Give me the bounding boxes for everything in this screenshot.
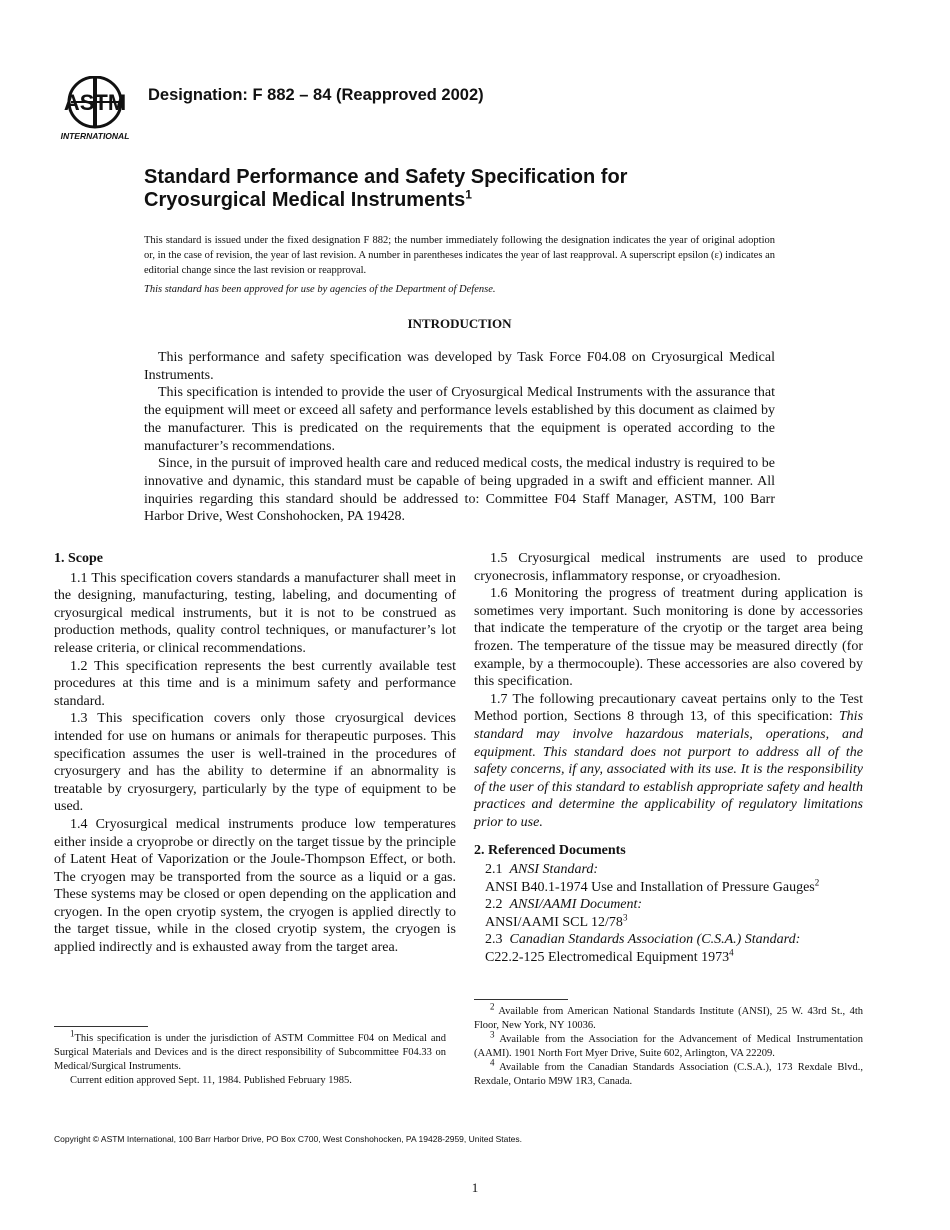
clause-1-2: 1.2 This specification represents the best currently available test procedures at this time and is a minimum safety and performance standard. [54, 658, 456, 709]
ref-2-1: 2.1 ANSI Standard: [485, 862, 599, 878]
clause-1-3: 1.3 This specification covers only those cryosurgical devices intended for use on humans or animals for therapeutic purposes. This specification assumes the user is well-trained in the procedures of cryosurgery and has the ability to determine if an abnormality is treatable by cryosurgery, particularly by the type of equipment to be used. [54, 711, 456, 815]
title-line-1: Standard Performance and Safety Specification for [144, 166, 628, 188]
approval-note: This standard has been approved for use by agencies of the Department of Defense. [144, 284, 496, 295]
introduction-body [144, 349, 775, 526]
footnote-current-edition: Current edition approved Sept. 11, 1984. Published February 1985. [70, 1075, 352, 1086]
astm-logo-icon [55, 76, 135, 142]
astm-logo [55, 76, 135, 142]
clause-1-1: 1.1 This specification covers standards a manufacturer shall meet in the designing, manufacturing, testing, labeling, and documenting of cryosurgical medical instruments, but it is not to be construed as production methods, quality control techniques, or manufacturer’s lot release criteria, or clinical recommendations. [54, 570, 456, 656]
issue-note: This standard is issued under the fixed designation F 882; the number immediately following the designation indicates the year of original adoption or, in the case of revision, the year of last revision. A number in parentheses indicates the year of last reapproval. A superscript epsilon (ε) indicates an editorial change since the last revision or reapproval. [144, 235, 775, 276]
clause-1-6: 1.6 Monitoring the progress of treatment during application is sometimes very important. Such monitoring is done by accessories that indicate the temperature of the cryotip or the target area being frozen. The temperature of the tissue may be measured directly (for example, by a thermocouple). These accessories are also covered by this specification. [474, 586, 863, 690]
copyright: Copyright © ASTM International, 100 Barr Harbor Drive, PO Box C700, West Conshohocken, PA 19428-2959, United States. [54, 1134, 523, 1144]
footnote-divider [54, 1026, 148, 1027]
ref-2-2: 2.2 ANSI/AAMI Document: [485, 897, 643, 913]
intro-paragraph: This specification is intended to provide the user of Cryosurgical Medical Instruments with the assurance that the equipment will meet or exceed all safety and performance levels established by this document as claimed by the manufacturer. This is predicated on the requirements that the equipment is operated according to the manufacturer’s recommendations. [144, 385, 775, 454]
introduction-heading: INTRODUCTION [407, 316, 512, 331]
left-column [54, 550, 456, 957]
caveat-text: This standard may involve hazardous materials, operations, and equipment. This standard does not purport to address all of the safety concerns, if any, associated with its use. It is the responsibility of the user of this standard to establish appropriate safety and health practices and determine the applicability of regulatory limitations prior to use. [474, 709, 864, 830]
clause-1-4: 1.4 Cryosurgical medical instruments produce low temperatures either inside a cryoprobe or directly on the target tissue by the principle of Latent Heat of Vaporization or the Joule-Thompson Effect, or both. The cryogen may be transported from the source as a liquid or a gas. These systems may be closed or open depending on the application and cryogen. In the open cryotip system, the cryogen is applied directly to the target tissue, while in the closed cryotip system, the cryogen is applied indirectly and is exhausted away from the target area. [54, 816, 456, 956]
clause-1-7: 1.7 The following precautionary caveat pertains only to the Test Method portion, Sections 8 through 13, of this specification: This standard may involve hazardous materials, operations, and equipment. This standard does not purport to address all of the safety concerns, if any, associated with its use. It is the responsibility of the user of this standard to establish appropriate safety and health practices and determine the applicability of regulatory limitations prior to use. [474, 691, 864, 830]
title-footnote-mark: 1 [465, 187, 472, 202]
footnote-4: $^4$ Available from the Canadian Standards Association (C.S.A.), 173 Rexdale Blvd., Rexdale, Ontario M9W 1R3, Canada. [474, 1057, 864, 1087]
footnote-1: $^1$This specification is under the jurisdiction of ASTM Committee F04 on Medical and Surgical Materials and Devices and is the direct responsibility of Subcommittee F04.33 on Medical/Surgical Instruments. [54, 1028, 446, 1072]
document-title [144, 166, 844, 212]
section-heading-scope: 1. Scope [54, 551, 103, 566]
right-column [474, 550, 863, 967]
footnotes-right [474, 999, 863, 1089]
ref-item: ANSI/AAMI SCL $12/78^3$ [485, 912, 628, 930]
title-line-2: Cryosurgical Medical Instruments$^1$ [144, 187, 472, 211]
intro-paragraph: Since, in the pursuit of improved health care and reduced medical costs, the medical industry is required to be innovative and dynamic, this standard must be capable of being upgraded in a swift and efficient manner. All inquiries regarding this standard should be addressed to: Committee F04 Staff Manager, ASTM, 100 Barr Harbor Drive, West Conshohocken, PA 19428. [144, 456, 775, 525]
designation: Designation: F 882 – 84 (Reapproved 2002) [148, 86, 484, 104]
ref-2-3: 2.3 Canadian Standards Association (C.S.A.) Standard: [485, 932, 801, 948]
svg-text:ASTM: ASTM [63, 90, 127, 115]
ref-item: ANSI B40.1-1974 Use and Installation of Pressure Gauges$^2$ [485, 877, 820, 895]
footnote-3: $^3$ Available from the Association for the Advancement of Medical Instrumentation (AAMI). 1901 North Fort Myer Drive, Suite 602, Arlington, VA 22209. [474, 1029, 863, 1059]
clause-1-5: 1.5 Cryosurgical medical instruments are used to produce cryonecrosis, inflammatory response, or cryoadhesion. [474, 551, 863, 584]
footnote-2: $^2$ Available from American National Standards Institute (ANSI), 25 W. 43rd St., 4th Floor, New York, NY 10036. [474, 1001, 863, 1031]
ref-item: C22.2-125 Electromedical Equipment 1973$^4$ [485, 947, 734, 966]
intro-paragraph: This performance and safety specification was developed by Task Force F04.08 on Cryosurgical Medical Instruments. [144, 350, 775, 383]
page-number: 1 [471, 1180, 479, 1195]
footnote-divider [474, 999, 568, 1000]
svg-text:INTERNATIONAL: INTERNATIONAL [60, 131, 130, 141]
section-heading-referenced: 2. Referenced Documents [474, 842, 626, 858]
footnotes-left [54, 1026, 446, 1088]
